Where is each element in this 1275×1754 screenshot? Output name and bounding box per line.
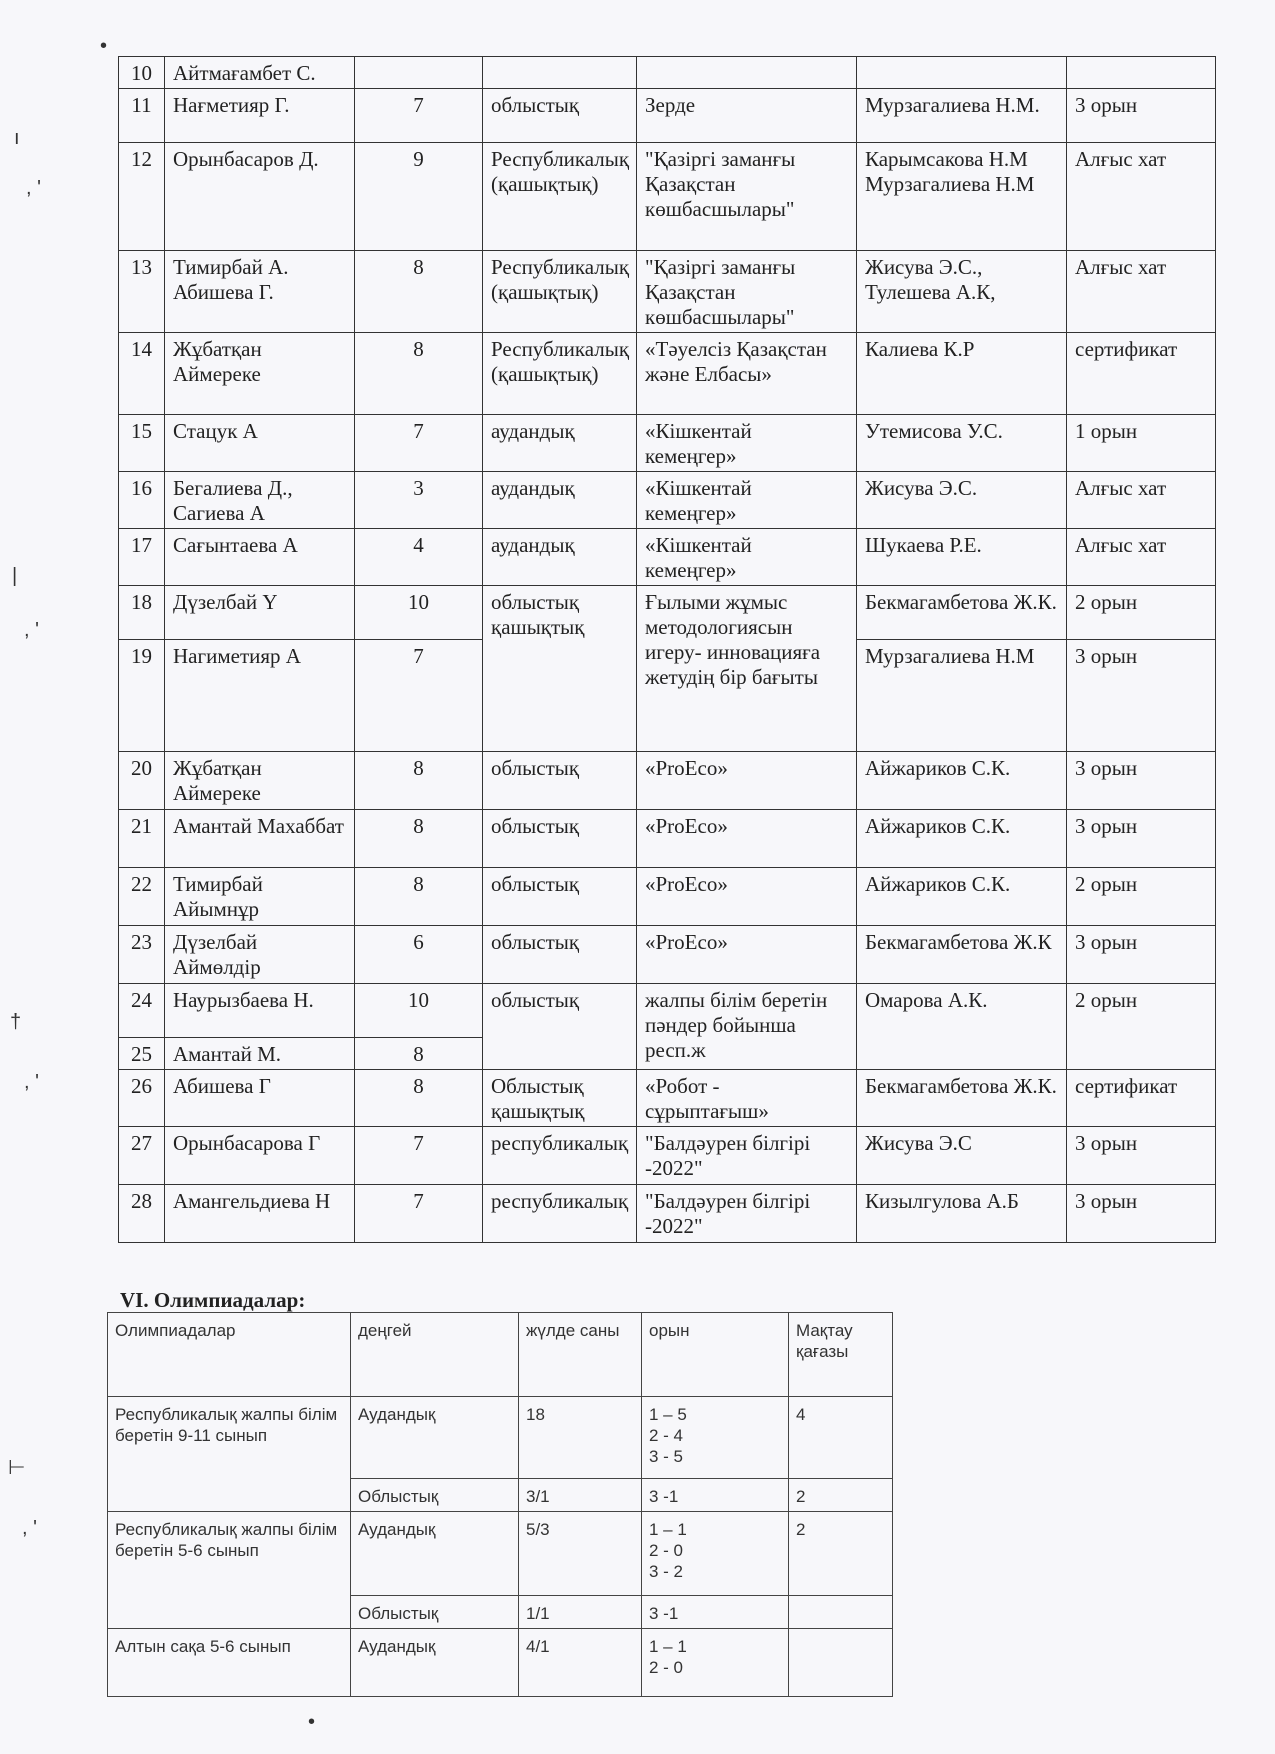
- teacher: Айжариков С.К.: [857, 810, 1067, 868]
- event-title: «Кішкентай кемеңгер»: [637, 472, 857, 529]
- teacher: Мурзагалиева Н.М: [857, 640, 1067, 752]
- student-name: Стацук А: [165, 415, 355, 472]
- place: [642, 1629, 789, 1697]
- result: 3 орын: [1067, 1185, 1216, 1243]
- grade: 7: [355, 1185, 483, 1243]
- level: [483, 57, 637, 89]
- table-row: [119, 472, 1216, 529]
- table-row: [119, 143, 1216, 251]
- table-row: [119, 984, 1216, 1038]
- grade: 8: [355, 810, 483, 868]
- row-number: 24: [119, 984, 165, 1038]
- event-title: «Тәуелсіз Қазақстан және Елбасы»: [637, 333, 857, 415]
- table-row: [108, 1629, 893, 1697]
- grade: 9: [355, 143, 483, 251]
- teacher: Утемисова У.С.: [857, 415, 1067, 472]
- level: республикалық: [483, 1185, 637, 1243]
- result: Алғыс хат: [1067, 251, 1216, 333]
- student-name: Сағынтаева А: [165, 529, 355, 586]
- grade: 3: [355, 472, 483, 529]
- olympiads-section-title: VI. Олимпиадалар:: [120, 1288, 306, 1312]
- row-number: 26: [119, 1070, 165, 1127]
- table-row: [108, 1512, 893, 1596]
- grade: 7: [355, 1127, 483, 1185]
- place-line: 2 - 0: [649, 1541, 684, 1560]
- event-title: "Қазіргі заманғы Қазақстан көшбасшылары": [637, 143, 857, 251]
- prize-count: 18: [519, 1397, 642, 1479]
- col-header-level: деңгей: [351, 1313, 519, 1397]
- level: Республикалық (қашықтық): [483, 333, 637, 415]
- table-row: [119, 89, 1216, 143]
- teacher: Бекмагамбетова Ж.К.: [857, 586, 1067, 640]
- grade: 7: [355, 415, 483, 472]
- row-number: 21: [119, 810, 165, 868]
- result: [1067, 57, 1216, 89]
- place-line: 1 – 1: [649, 1520, 687, 1539]
- level: Аудандық: [351, 1397, 519, 1479]
- table-row: [119, 251, 1216, 333]
- level: облыстық: [483, 868, 637, 926]
- col-header-place: орын: [642, 1313, 789, 1397]
- table-row: [119, 926, 1216, 984]
- level: Республикалық (қашықтық): [483, 143, 637, 251]
- grade: 4: [355, 529, 483, 586]
- level: Аудандық: [351, 1629, 519, 1697]
- teacher: Омарова А.К.: [857, 984, 1067, 1070]
- table-row: [119, 1127, 1216, 1185]
- teacher: Жисува Э.С: [857, 1127, 1067, 1185]
- grade: [355, 57, 483, 89]
- event-title: «ProEco»: [637, 752, 857, 810]
- result: 3 орын: [1067, 752, 1216, 810]
- scan-artifact: •: [100, 35, 108, 57]
- olympiad-name: Алтын сақа 5-6 сынып: [108, 1629, 351, 1697]
- scan-artifact: |: [12, 565, 18, 587]
- student-name: Амантай М.: [165, 1038, 355, 1070]
- certificate-count: 2: [789, 1512, 893, 1596]
- event-title: "Балдәурен білгірі -2022": [637, 1127, 857, 1185]
- event-title: «Кішкентай кемеңгер»: [637, 529, 857, 586]
- student-name: Нагиметияр А: [165, 640, 355, 752]
- event-title: жалпы білім беретін пәндер бойынша респ.ж: [637, 984, 857, 1070]
- level: облыстық қашықтық: [483, 586, 637, 752]
- event-title: «ProEco»: [637, 868, 857, 926]
- result: 2 орын: [1067, 868, 1216, 926]
- table-row: [119, 1185, 1216, 1243]
- event-title: [637, 57, 857, 89]
- scan-artifact: ı: [14, 127, 20, 149]
- row-number: 19: [119, 640, 165, 752]
- result: 2 орын: [1067, 984, 1216, 1070]
- teacher: Калиева К.Р: [857, 333, 1067, 415]
- student-name: Орынбасаров Д.: [165, 143, 355, 251]
- prize-count: 5/3: [519, 1512, 642, 1596]
- grade: 8: [355, 1070, 483, 1127]
- grade: 6: [355, 926, 483, 984]
- row-number: 25: [119, 1038, 165, 1070]
- place-line: 3 - 5: [649, 1447, 684, 1466]
- certificate-count: 2: [789, 1479, 893, 1512]
- grade: 8: [355, 868, 483, 926]
- teacher: Жисува Э.С.: [857, 472, 1067, 529]
- col-header-prize-count: жүлде саны: [519, 1313, 642, 1397]
- place-line: 1 – 1: [649, 1637, 687, 1656]
- scan-artifact: , ': [24, 619, 39, 641]
- place: 3 -1: [642, 1479, 789, 1512]
- teacher: [857, 57, 1067, 89]
- scan-artifact: , ': [24, 1071, 39, 1093]
- awards-table: [118, 56, 1216, 1243]
- result: 3 орын: [1067, 640, 1216, 752]
- grade: 10: [355, 586, 483, 640]
- scan-artifact: , ': [22, 1517, 37, 1539]
- prize-count: 4/1: [519, 1629, 642, 1697]
- teacher: Айжариков С.К.: [857, 752, 1067, 810]
- scan-artifact: ⊢: [8, 1457, 26, 1479]
- grade: 8: [355, 752, 483, 810]
- event-title: "Балдәурен білгірі -2022": [637, 1185, 857, 1243]
- table-row: [119, 752, 1216, 810]
- student-name: Тимирбай Айымнұр: [165, 868, 355, 926]
- level: облыстық: [483, 810, 637, 868]
- student-name: Дүзелбай Аймөлдір: [165, 926, 355, 984]
- result: сертификат: [1067, 333, 1216, 415]
- header-row: [108, 1313, 893, 1397]
- place: [642, 1397, 789, 1479]
- row-number: 27: [119, 1127, 165, 1185]
- student-name: Дүзелбай Ү: [165, 586, 355, 640]
- table-row: [119, 1070, 1216, 1127]
- result: Алғыс хат: [1067, 529, 1216, 586]
- result: 3 орын: [1067, 1127, 1216, 1185]
- student-name: Айтмағамбет С.: [165, 57, 355, 89]
- level: Облыстық қашықтық: [483, 1070, 637, 1127]
- result: 3 орын: [1067, 810, 1216, 868]
- grade: 7: [355, 89, 483, 143]
- row-number: 23: [119, 926, 165, 984]
- row-number: 12: [119, 143, 165, 251]
- level: облыстық: [483, 926, 637, 984]
- result: Алғыс хат: [1067, 143, 1216, 251]
- level: облыстық: [483, 752, 637, 810]
- teacher: Бекмагамбетова Ж.К: [857, 926, 1067, 984]
- result: 2 орын: [1067, 586, 1216, 640]
- scan-artifact: , ': [26, 177, 41, 199]
- row-number: 18: [119, 586, 165, 640]
- row-number: 17: [119, 529, 165, 586]
- table-row: [119, 529, 1216, 586]
- student-name: Жұбатқан Аймереке: [165, 333, 355, 415]
- olympiads-table: [107, 1312, 893, 1697]
- grade: 8: [355, 1038, 483, 1070]
- table-row: [119, 810, 1216, 868]
- level: аудандық: [483, 472, 637, 529]
- teacher: Карымсакова Н.М Мурзагалиева Н.М: [857, 143, 1067, 251]
- level: Республикалық (қашықтық): [483, 251, 637, 333]
- olympiad-name: Республикалық жалпы білім беретін 5-6 сынып: [108, 1512, 351, 1629]
- event-title: «Робот - сұрыптағыш»: [637, 1070, 857, 1127]
- event-title: Ғылыми жұмыс методологиясын игеру- инновацияға жетудің бір бағыты: [637, 586, 857, 752]
- table-row: [119, 415, 1216, 472]
- table-row: [119, 586, 1216, 640]
- table-row: [108, 1397, 893, 1479]
- row-number: 28: [119, 1185, 165, 1243]
- table-row: [119, 57, 1216, 89]
- level: аудандық: [483, 415, 637, 472]
- grade: 7: [355, 640, 483, 752]
- event-title: «Кішкентай кемеңгер»: [637, 415, 857, 472]
- teacher: Шукаева Р.Е.: [857, 529, 1067, 586]
- row-number: 14: [119, 333, 165, 415]
- result: 3 орын: [1067, 926, 1216, 984]
- col-header-certificate: Мақтау қағазы: [789, 1313, 893, 1397]
- event-title: «ProEco»: [637, 810, 857, 868]
- event-title: "Қазіргі заманғы Қазақстан көшбасшылары": [637, 251, 857, 333]
- result: сертификат: [1067, 1070, 1216, 1127]
- level: облыстық: [483, 89, 637, 143]
- certificate-count: [789, 1629, 893, 1697]
- grade: 8: [355, 333, 483, 415]
- row-number: 22: [119, 868, 165, 926]
- result: 3 орын: [1067, 89, 1216, 143]
- level: республикалық: [483, 1127, 637, 1185]
- row-number: 16: [119, 472, 165, 529]
- level: Облыстық: [351, 1596, 519, 1629]
- student-name: Наурызбаева Н.: [165, 984, 355, 1038]
- certificate-count: 4: [789, 1397, 893, 1479]
- place-line: 3 - 2: [649, 1562, 684, 1581]
- scan-artifact: •: [308, 1711, 316, 1733]
- row-number: 10: [119, 57, 165, 89]
- result: 1 орын: [1067, 415, 1216, 472]
- level: Аудандық: [351, 1512, 519, 1596]
- event-title: «ProEco»: [637, 926, 857, 984]
- student-name: Бегалиева Д., Сагиева А: [165, 472, 355, 529]
- event-title: Зерде: [637, 89, 857, 143]
- result: Алғыс хат: [1067, 472, 1216, 529]
- row-number: 11: [119, 89, 165, 143]
- row-number: 13: [119, 251, 165, 333]
- student-name: Абишева Г: [165, 1070, 355, 1127]
- row-number: 15: [119, 415, 165, 472]
- student-name: Тимирбай А. Абишева Г.: [165, 251, 355, 333]
- student-name: Амангельдиева Н: [165, 1185, 355, 1243]
- student-name: Амантай Махаббат: [165, 810, 355, 868]
- place-line: 2 - 0: [649, 1658, 684, 1677]
- col-header-olympiad: Олимпиадалар: [108, 1313, 351, 1397]
- row-number: 20: [119, 752, 165, 810]
- place: [642, 1512, 789, 1596]
- teacher: Жисува Э.С., Тулешева А.К,: [857, 251, 1067, 333]
- teacher: Айжариков С.К.: [857, 868, 1067, 926]
- level: аудандық: [483, 529, 637, 586]
- student-name: Орынбасарова Г: [165, 1127, 355, 1185]
- grade: 10: [355, 984, 483, 1038]
- certificate-count: [789, 1596, 893, 1629]
- level: Облыстық: [351, 1479, 519, 1512]
- prize-count: 1/1: [519, 1596, 642, 1629]
- olympiad-name: Республикалық жалпы білім беретін 9-11 сынып: [108, 1397, 351, 1512]
- teacher: Бекмагамбетова Ж.К.: [857, 1070, 1067, 1127]
- scan-artifact: †: [10, 1011, 22, 1033]
- table-row: [119, 333, 1216, 415]
- teacher: Мурзагалиева Н.М.: [857, 89, 1067, 143]
- place-line: 2 - 4: [649, 1426, 684, 1445]
- place: 3 -1: [642, 1596, 789, 1629]
- grade: 8: [355, 251, 483, 333]
- table-row: [119, 868, 1216, 926]
- student-name: Нағметияр Г.: [165, 89, 355, 143]
- student-name: Жұбатқан Аймереке: [165, 752, 355, 810]
- prize-count: 3/1: [519, 1479, 642, 1512]
- place-line: 1 – 5: [649, 1405, 687, 1424]
- level: облыстық: [483, 984, 637, 1070]
- teacher: Кизылгулова А.Б: [857, 1185, 1067, 1243]
